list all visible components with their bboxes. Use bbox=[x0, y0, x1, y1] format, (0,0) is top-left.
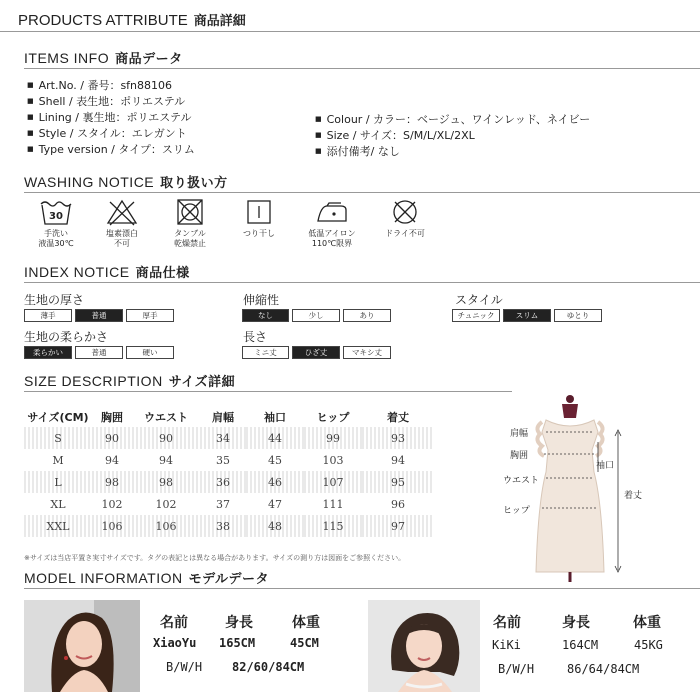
items-info-title-jp: 商品データ bbox=[115, 52, 183, 67]
softness-option: 柔らかい bbox=[24, 346, 72, 359]
size-cell: 94 bbox=[391, 453, 405, 467]
size-cell: 111 bbox=[322, 497, 344, 511]
table-row bbox=[24, 515, 434, 537]
wash-item bbox=[298, 198, 366, 249]
index-notice-title-jp: 商品仕様 bbox=[135, 266, 190, 281]
wash-item bbox=[225, 198, 293, 239]
divider bbox=[24, 282, 700, 283]
dress-shape bbox=[536, 420, 604, 572]
header-cell: ウエスト bbox=[144, 410, 188, 424]
info-shell: ■ Shell / 表生地：ポリエステル bbox=[27, 93, 195, 109]
divider bbox=[24, 192, 700, 193]
header-cell: 袖口 bbox=[264, 410, 286, 424]
wash-label-line1: つり干し bbox=[243, 229, 275, 238]
size-cell: XL bbox=[50, 497, 66, 511]
washing-title-en: WASHING NOTICE bbox=[24, 174, 155, 190]
length-label: 長さ bbox=[243, 330, 268, 344]
size-cell: 96 bbox=[391, 497, 405, 511]
size-cell: 94 bbox=[105, 453, 119, 467]
wash-item bbox=[156, 198, 224, 249]
low-iron-icon bbox=[315, 198, 349, 226]
header-cell: 胸囲 bbox=[101, 410, 123, 424]
right-ruffle bbox=[596, 422, 603, 456]
size-cell: 44 bbox=[246, 427, 304, 449]
info-lining: ■ Lining / 裏生地：ポリエステル bbox=[27, 109, 195, 125]
divider bbox=[24, 68, 700, 69]
size-cell: 98 bbox=[132, 471, 200, 493]
size-cell: XXL bbox=[24, 515, 92, 537]
length-options bbox=[242, 346, 391, 359]
stretch-option: あり bbox=[343, 309, 391, 322]
model-2-weight-label: 体重 bbox=[633, 615, 661, 631]
table-row bbox=[24, 493, 434, 515]
size-cell: 48 bbox=[246, 515, 304, 537]
length-option: ひざ丈 bbox=[292, 346, 340, 359]
softness-options bbox=[24, 346, 174, 359]
size-description-title bbox=[24, 371, 235, 390]
size-table bbox=[24, 406, 434, 537]
size-cell: 34 bbox=[200, 427, 246, 449]
size-cell: 93 bbox=[362, 427, 434, 449]
info-art-no: ■ Art.No. / 番号：sfn88106 bbox=[27, 77, 195, 93]
table-row bbox=[24, 449, 434, 471]
index-notice-title-en: INDEX NOTICE bbox=[24, 264, 130, 280]
wash-label-line2: 110℃限界 bbox=[311, 239, 353, 248]
header-cell: 着丈 bbox=[387, 410, 409, 424]
info-type: ■ Type version / タイプ：スリム bbox=[27, 141, 195, 157]
table-row bbox=[24, 471, 434, 493]
model-1-height: 165CM bbox=[219, 636, 256, 650]
items-info-right-list bbox=[315, 111, 590, 159]
items-info-title-en: ITEMS INFO bbox=[24, 50, 110, 66]
thickness-options bbox=[24, 309, 174, 322]
hang-dry-icon bbox=[242, 198, 276, 226]
model-2-height-label: 身長 bbox=[562, 615, 590, 631]
wash-temp: 30 bbox=[49, 211, 63, 222]
model-title-en: MODEL INFORMATION bbox=[24, 570, 183, 586]
header-cell: サイズ(CM) bbox=[27, 410, 89, 424]
model-1-bwh-label: B/W/H bbox=[166, 660, 203, 674]
softness-label: 生地の柔らかさ bbox=[24, 330, 109, 344]
header-cell: ヒップ bbox=[316, 410, 350, 424]
style-option: スリム bbox=[503, 309, 551, 322]
size-cell: 38 bbox=[200, 515, 246, 537]
page-title bbox=[18, 10, 246, 29]
softness-option: 硬い bbox=[126, 346, 174, 359]
size-cell: 94 bbox=[159, 453, 173, 467]
wash-label-line1: 低温アイロン bbox=[308, 229, 356, 238]
page-title-jp: 商品詳細 bbox=[193, 14, 246, 29]
model-2-name-label: 名前 bbox=[493, 615, 521, 631]
wash-item bbox=[88, 198, 156, 249]
model-photo-1 bbox=[24, 600, 140, 692]
divider bbox=[24, 391, 512, 392]
dress-label-shoulder: 肩幅 bbox=[510, 429, 529, 439]
size-cell: 107 bbox=[304, 471, 362, 493]
model-1-bwh: 82/60/84CM bbox=[232, 660, 305, 674]
size-table-header bbox=[24, 406, 434, 427]
divider bbox=[0, 31, 700, 32]
size-cell: 90 bbox=[92, 427, 132, 449]
wash-label-line2: 不可 bbox=[114, 239, 130, 248]
length-option: マキシ丈 bbox=[343, 346, 391, 359]
no-tumble-dry-icon bbox=[173, 198, 207, 226]
wash-label-line1: ドライ不可 bbox=[385, 229, 425, 238]
style-option: チュニック bbox=[452, 309, 500, 322]
info-style: ■ Style / スタイル：エレガント bbox=[27, 125, 195, 141]
size-title-en: SIZE DESCRIPTION bbox=[24, 373, 163, 389]
size-cell: 35 bbox=[216, 453, 230, 467]
wash-30-icon bbox=[39, 198, 73, 226]
size-cell: 98 bbox=[92, 471, 132, 493]
mannequin-knob bbox=[566, 395, 574, 403]
thickness-label: 生地の厚さ bbox=[24, 293, 85, 307]
no-bleach-icon bbox=[105, 198, 139, 226]
size-cell: M bbox=[52, 453, 64, 467]
info-remarks: ■ 添付備考/ なし bbox=[315, 143, 590, 159]
dress-label-hip: ヒップ bbox=[503, 506, 530, 516]
model-2-height: 164CM bbox=[562, 638, 599, 652]
size-cell: 47 bbox=[268, 497, 282, 511]
header-cell: 肩幅 bbox=[212, 410, 234, 424]
stretch-label: 伸縮性 bbox=[243, 293, 280, 307]
dress-diagram bbox=[498, 392, 658, 582]
wash-label-line2: 乾燥禁止 bbox=[174, 239, 206, 248]
length-option: ミニ丈 bbox=[242, 346, 289, 359]
size-title-jp: サイズ詳細 bbox=[168, 375, 236, 390]
size-cell: 97 bbox=[362, 515, 434, 537]
info-size: ■ Size / サイズ：S/M/L/XL/2XL bbox=[315, 127, 590, 143]
model-title-jp: モデルデータ bbox=[188, 572, 269, 587]
dress-label-length: 着丈 bbox=[624, 491, 643, 501]
model-1-name-label: 名前 bbox=[160, 615, 188, 631]
thickness-option: 普通 bbox=[75, 309, 123, 322]
softness-option: 普通 bbox=[75, 346, 123, 359]
thickness-option: 薄手 bbox=[24, 309, 72, 322]
size-cell: 46 bbox=[246, 471, 304, 493]
mannequin-neck bbox=[562, 404, 578, 418]
model-2-weight: 45KG bbox=[634, 638, 663, 652]
stretch-option: 少し bbox=[292, 309, 340, 322]
dress-label-chest: 胸囲 bbox=[510, 451, 529, 461]
washing-title bbox=[24, 172, 228, 191]
items-info-title bbox=[24, 48, 183, 67]
size-cell: 45 bbox=[268, 453, 282, 467]
model-info-title bbox=[24, 568, 269, 587]
table-row bbox=[24, 427, 434, 449]
size-note: ※サイズは当店平置き実寸サイズです。タグの表記とは異なる場合があります。サイズの測り方は図面をご参照ください。 bbox=[24, 554, 406, 562]
index-notice-title bbox=[24, 262, 190, 281]
size-cell: 115 bbox=[304, 515, 362, 537]
size-cell: 36 bbox=[200, 471, 246, 493]
size-cell: 106 bbox=[132, 515, 200, 537]
items-info-left-list bbox=[27, 77, 195, 157]
dress-label-waist: ウエスト bbox=[503, 476, 540, 486]
model-1-height-label: 身長 bbox=[225, 615, 253, 631]
model-2-name: KiKi bbox=[492, 638, 521, 652]
wash-label-line1: 塩素漂白 bbox=[106, 229, 138, 238]
size-cell: L bbox=[24, 471, 92, 493]
style-option: ゆとり bbox=[554, 309, 602, 322]
size-cell: 102 bbox=[101, 497, 123, 511]
style-options bbox=[452, 309, 602, 322]
size-cell: 106 bbox=[92, 515, 132, 537]
model-2-bwh-label: B/W/H bbox=[498, 662, 535, 676]
size-cell: 103 bbox=[322, 453, 344, 467]
wash-item bbox=[22, 198, 90, 249]
stretch-option: なし bbox=[242, 309, 289, 322]
wash-item bbox=[371, 198, 439, 239]
size-cell: 102 bbox=[155, 497, 177, 511]
size-cell: S bbox=[24, 427, 92, 449]
info-colour: ■ Colour / カラー：ベージュ、ワインレッド、ネイビー bbox=[315, 111, 590, 127]
no-dry-clean-icon bbox=[388, 198, 422, 226]
size-cell: 99 bbox=[304, 427, 362, 449]
washing-title-jp: 取り扱い方 bbox=[160, 176, 228, 191]
wash-label-line1: 手洗い bbox=[44, 229, 68, 238]
page-title-en: PRODUCTS ATTRIBUTE bbox=[18, 12, 188, 29]
model-1-weight: 45CM bbox=[290, 636, 319, 650]
model-2-bwh: 86/64/84CM bbox=[567, 662, 640, 676]
model-1-weight-label: 体重 bbox=[292, 615, 320, 631]
left-ruffle bbox=[537, 422, 544, 456]
style-label: スタイル bbox=[455, 293, 503, 307]
divider bbox=[24, 588, 700, 589]
wash-label-line2: 液温30℃ bbox=[38, 239, 74, 248]
size-cell: 90 bbox=[132, 427, 200, 449]
wash-label-line1: タンブル bbox=[174, 229, 206, 238]
model-photo-2 bbox=[368, 600, 480, 692]
dress-label-cuff: 袖口 bbox=[596, 461, 615, 471]
thickness-option: 厚手 bbox=[126, 309, 174, 322]
size-cell: 37 bbox=[216, 497, 230, 511]
stretch-options bbox=[242, 309, 391, 322]
model-1-name: XiaoYu bbox=[153, 636, 197, 650]
size-cell: 95 bbox=[362, 471, 434, 493]
